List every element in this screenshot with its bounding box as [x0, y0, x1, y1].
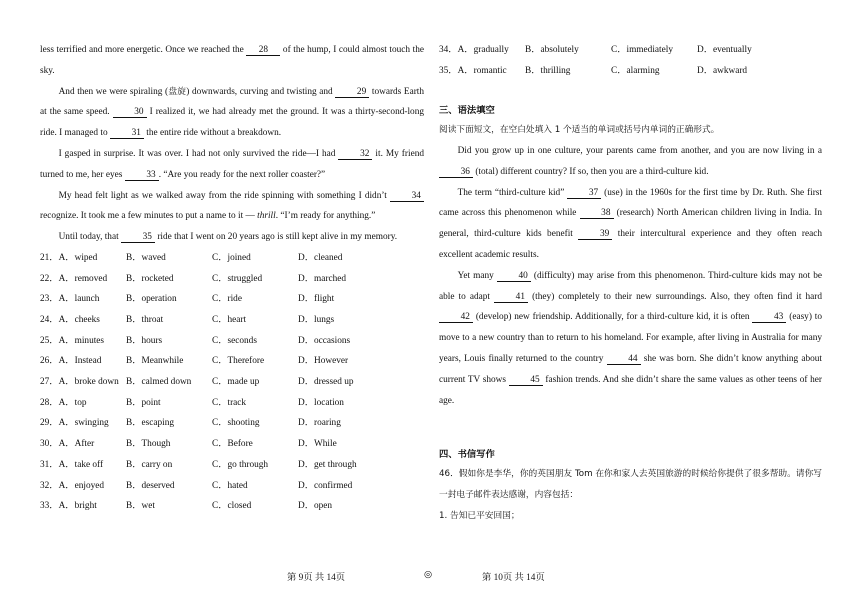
- option-choice[interactable]: C．heart: [212, 315, 247, 326]
- option-choice[interactable]: B．waved: [126, 252, 166, 263]
- option-choice[interactable]: B．operation: [126, 294, 177, 305]
- text-run: the entire ride without a breakdown.: [143, 128, 282, 139]
- option-choice[interactable]: D．occasions: [298, 335, 351, 346]
- option-choice[interactable]: D．location: [298, 397, 344, 408]
- passage-paragraph: [439, 183, 822, 266]
- option-row: [439, 61, 822, 82]
- option-choice[interactable]: B．calmed down: [126, 377, 192, 388]
- text-run: . “I’m ready for anything.”: [275, 211, 376, 222]
- answer-blank[interactable]: 34: [390, 191, 424, 202]
- option-choice[interactable]: 21．A．wiped: [40, 252, 98, 263]
- option-choice[interactable]: D．dressed up: [298, 377, 354, 388]
- option-choice[interactable]: 30．A．After: [40, 439, 95, 450]
- option-choice[interactable]: C．immediately: [611, 45, 673, 55]
- option-choice[interactable]: D．lungs: [298, 315, 335, 326]
- right-page-column: [439, 40, 822, 527]
- option-choice[interactable]: C．closed: [212, 501, 252, 512]
- text-run: (they) completely to their new surroundings. Also, they often find it hard: [528, 291, 822, 302]
- option-choice[interactable]: B．rocketed: [126, 273, 174, 284]
- option-choice[interactable]: C．shooting: [212, 418, 260, 429]
- option-choice[interactable]: B．Meanwhile: [126, 356, 184, 367]
- option-choice[interactable]: C．go through: [212, 459, 269, 470]
- option-choice[interactable]: D．confirmed: [298, 480, 353, 491]
- option-choice[interactable]: C．Before: [212, 439, 253, 450]
- text-run: she was born. She didn’t know anything about current TV shows: [439, 353, 822, 385]
- option-choice[interactable]: B．escaping: [126, 418, 175, 429]
- options-list: [439, 40, 822, 81]
- text-run: The term “third-culture kid”: [457, 187, 568, 198]
- answer-blank[interactable]: 38: [580, 208, 614, 219]
- passage-paragraph: [439, 266, 822, 412]
- text-run: (develop) new friendship. Additionally, for a third-culture kid, it is often: [473, 312, 753, 323]
- option-choice[interactable]: D．While: [298, 439, 337, 450]
- option-choice[interactable]: 31．A．take off: [40, 459, 104, 470]
- grammar-passage: [439, 141, 822, 411]
- option-row: [40, 269, 424, 290]
- text-run: 盘旋: [168, 86, 187, 97]
- text-run: (total) different country? If so, then you are a third-culture kid.: [473, 166, 709, 177]
- answer-blank[interactable]: 35: [121, 232, 155, 243]
- passage-paragraph: [40, 227, 424, 248]
- text-run: recognize. It took me a few minutes to put a name to it —: [40, 211, 258, 222]
- option-choice[interactable]: 29．A．swinging: [40, 418, 109, 429]
- answer-blank[interactable]: 41: [494, 292, 528, 303]
- option-choice[interactable]: D．flight: [298, 294, 335, 305]
- answer-blank[interactable]: 45: [509, 375, 543, 386]
- text-run: fashion trends. And she didn’t share the same values as other teens of her age.: [439, 374, 822, 406]
- passage-paragraphs: [40, 40, 424, 248]
- option-choice[interactable]: C．ride: [212, 294, 242, 305]
- option-choice[interactable]: D．get through: [298, 459, 357, 470]
- text-run: (easy) to move to a new country than to return to his homeland. For example, after living in Australia for many years, Louis finally returned to the country: [439, 312, 822, 364]
- answer-blank[interactable]: 43: [752, 312, 786, 323]
- text-run: (research) North American children living in India. In general, third-culture kids benefit: [439, 208, 822, 240]
- text-run: of the hump, I could almost touch the sky.: [40, 45, 424, 76]
- option-row: [40, 476, 424, 497]
- option-choice[interactable]: 25．A．minutes: [40, 335, 105, 346]
- text-run: Did you grow up in one culture, your parents came from another, and you are now living in a: [457, 145, 822, 156]
- option-choice[interactable]: 24．A．cheeks: [40, 315, 100, 326]
- italic-text: thrill: [257, 211, 276, 222]
- answer-blank[interactable]: 30: [113, 107, 147, 118]
- text-run: My head felt light as we walked away from the ride spinning with something I didn’t: [58, 190, 390, 201]
- option-choice[interactable]: C．struggled: [212, 273, 263, 284]
- option-choice[interactable]: D．roaring: [298, 418, 341, 429]
- option-choice[interactable]: 32．A．enjoyed: [40, 480, 105, 491]
- option-row: [40, 372, 424, 393]
- answer-blank[interactable]: 28: [246, 45, 280, 56]
- option-row: [40, 351, 424, 372]
- option-choice[interactable]: B．absolutely: [525, 45, 579, 55]
- footer-separator: ◎: [424, 570, 433, 580]
- option-choice[interactable]: C．Therefore: [212, 356, 265, 367]
- page-number-left: 第 9页 共 14页: [287, 573, 346, 583]
- option-row: [40, 455, 424, 476]
- answer-blank[interactable]: 36: [439, 167, 473, 178]
- option-choice[interactable]: C．made up: [212, 377, 260, 388]
- answer-blank[interactable]: 40: [497, 271, 531, 282]
- option-choice[interactable]: D．open: [298, 501, 333, 512]
- passage-paragraph: [40, 144, 424, 186]
- text-run: towards Earth at the same speed.: [40, 86, 425, 118]
- left-page-column: [40, 40, 424, 517]
- option-choice[interactable]: B．hours: [126, 335, 163, 346]
- option-choice[interactable]: D．However: [298, 356, 349, 367]
- option-choice[interactable]: D．awkward: [697, 65, 748, 76]
- text-run: it. My friend turned to me, her eyes: [40, 148, 425, 180]
- passage-paragraph: [40, 186, 424, 228]
- text-run: less terrified and more energetic. Once we reached the: [40, 45, 247, 55]
- option-row: [40, 331, 424, 352]
- option-choice[interactable]: B．throat: [126, 315, 164, 326]
- option-choice[interactable]: B．thrilling: [525, 65, 571, 76]
- answer-blank[interactable]: 44: [607, 354, 641, 365]
- option-choice[interactable]: 28．A．top: [40, 397, 87, 408]
- section-4-prompt: 46．假如你是李华，你的英国朋友 Tom 在你和家人去英国旅游的时候给你提供了很多帮助。请你写一封电子邮件表达感谢，内容包括：: [439, 469, 822, 500]
- answer-blank[interactable]: 32: [338, 149, 372, 160]
- text-run: their intercultural experience and they often reach excellent academic results.: [439, 229, 822, 260]
- option-row: [40, 496, 424, 517]
- option-choice[interactable]: C．alarming: [611, 65, 660, 76]
- option-choice[interactable]: 23．A．launch: [40, 294, 100, 305]
- text-run: (difficulty) may arise from this phenomenon. Third-culture kids may not be able to adapt: [439, 270, 822, 302]
- option-row: [40, 413, 424, 434]
- passage-paragraph: [439, 141, 822, 183]
- passage-paragraph: [40, 40, 424, 82]
- text-run: ) downwards, curving and twisting and: [186, 86, 336, 97]
- answer-blank[interactable]: 42: [439, 312, 473, 323]
- option-choice[interactable]: 22．A．removed: [40, 273, 108, 284]
- option-row: [40, 310, 424, 331]
- option-choice[interactable]: C．seconds: [212, 335, 257, 346]
- option-choice[interactable]: C．joined: [212, 252, 251, 263]
- option-choice[interactable]: C．hated: [212, 480, 248, 491]
- option-row: [40, 289, 424, 310]
- option-row: [40, 434, 424, 455]
- answer-blank[interactable]: 37: [567, 188, 601, 199]
- section-4-title: 四、书信写作: [439, 449, 495, 461]
- answer-blank[interactable]: 31: [110, 128, 144, 139]
- text-run: (use) in the 1960s for the first time by Dr. Ruth. She first came across this phenomenon while: [439, 187, 823, 219]
- text-run: I gasped in surprise. It was over. I had not only survived the ride—I had: [58, 148, 339, 159]
- answer-blank[interactable]: 39: [578, 229, 612, 240]
- answer-blank[interactable]: 33: [125, 170, 159, 181]
- option-choice[interactable]: B．deserved: [126, 480, 175, 491]
- section-3-title: 三、语法填空: [439, 105, 495, 117]
- option-choice[interactable]: B．wet: [126, 501, 155, 512]
- option-choice[interactable]: C．track: [212, 397, 247, 408]
- text-run: Yet many: [457, 270, 497, 281]
- option-choice[interactable]: 35．A．romantic: [439, 65, 507, 76]
- option-row: [40, 248, 424, 269]
- option-choice[interactable]: 27．A．broke down: [40, 377, 119, 388]
- text-run: ride that I went on 20 years ago is still kept alive in my memory.: [155, 232, 398, 243]
- option-choice[interactable]: B．point: [126, 397, 161, 408]
- option-choice[interactable]: B．carry on: [126, 459, 173, 470]
- text-run: Until today, that: [58, 232, 121, 243]
- option-row: [40, 393, 424, 414]
- option-choice[interactable]: D．cleaned: [298, 252, 343, 263]
- options-list: [40, 248, 424, 517]
- text-run: And then we were spiraling (: [58, 86, 169, 97]
- passage-paragraph: [40, 82, 424, 144]
- option-choice[interactable]: D．eventually: [697, 45, 752, 55]
- option-choice[interactable]: 33．A．bright: [40, 501, 97, 512]
- section-3-instruction: 阅读下面短文，在空白处填入 1 个适当的单词或括号内单词的正确形式。: [439, 125, 720, 136]
- option-choice[interactable]: D．marched: [298, 273, 347, 284]
- option-choice[interactable]: 26．A．Instead: [40, 356, 102, 367]
- answer-blank[interactable]: 29: [335, 87, 369, 98]
- option-choice[interactable]: B．Though: [126, 439, 171, 450]
- text-run: . “Are you ready for the next roller coaster?”: [158, 169, 326, 180]
- option-choice[interactable]: 34．A．gradually: [439, 45, 509, 55]
- page-number-right: 第 10页 共 14页: [482, 573, 545, 583]
- option-row: [439, 40, 822, 61]
- text-run: I realized it, we had already met the ground. It was a thirty-second-long ride. I managed to: [40, 107, 424, 139]
- section-4-item-1: 1. 告知已平安回国；: [439, 510, 520, 521]
